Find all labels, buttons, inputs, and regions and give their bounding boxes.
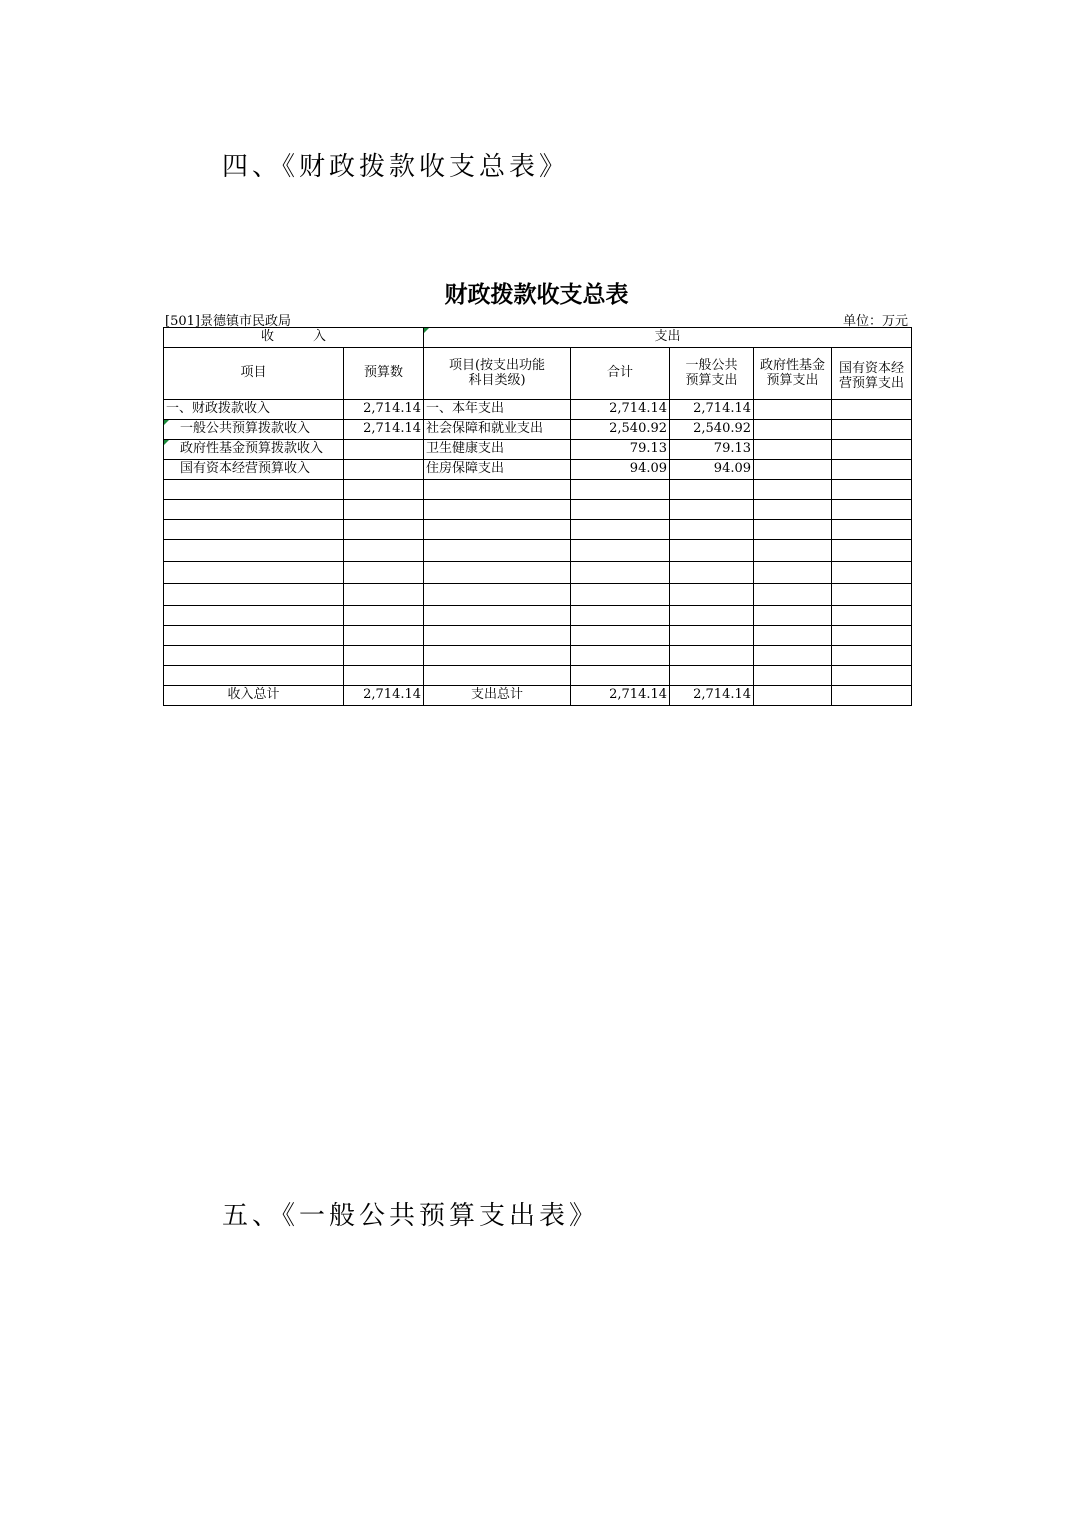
header-expense-item: 项目(按支出功能科目类级) [424, 348, 571, 400]
header-row-columns [164, 348, 912, 400]
header-general-budget: 一般公共预算支出 [670, 348, 754, 400]
empty-row [164, 520, 912, 540]
expense-item: 卫生健康支出 [424, 440, 571, 460]
expense-general: 2,714.14 [670, 400, 754, 420]
income-item: 一、财政拨款收入 [164, 400, 344, 420]
income-budget [344, 460, 424, 480]
header-row-group [164, 328, 912, 348]
empty-row [164, 562, 912, 584]
expense-gov-fund [754, 440, 832, 460]
unit-label: 单位：万元 [842, 314, 908, 329]
expense-item: 一、本年支出 [424, 400, 571, 420]
header-total: 合计 [571, 348, 670, 400]
table-row [164, 440, 912, 460]
expense-total-state-capital [832, 686, 912, 706]
expense-state-capital [832, 460, 912, 480]
expense-item: 住房保障支出 [424, 460, 571, 480]
income-total-label: 收入总计 [164, 686, 344, 706]
expense-total-label: 支出总计 [424, 686, 571, 706]
expense-general: 79.13 [670, 440, 754, 460]
expense-total-sum: 2,714.14 [571, 686, 670, 706]
header-budget: 预算数 [344, 348, 424, 400]
table-row [164, 460, 912, 480]
empty-row [164, 540, 912, 562]
header-expense: 支出 [424, 328, 912, 348]
expense-general: 2,540.92 [670, 420, 754, 440]
income-item: 国有资本经营预算收入 [164, 460, 344, 480]
expense-total: 2,540.92 [571, 420, 670, 440]
income-budget: 2,714.14 [344, 420, 424, 440]
header-income: 收 入 [164, 328, 424, 348]
expense-gov-fund [754, 460, 832, 480]
table-title: 财政拨款收支总表 [444, 281, 629, 308]
organization-label: [501]景德镇市民政局 [165, 314, 291, 329]
empty-row [164, 584, 912, 606]
empty-row [164, 646, 912, 666]
expense-general: 94.09 [670, 460, 754, 480]
income-budget [344, 440, 424, 460]
expense-total: 2,714.14 [571, 400, 670, 420]
expense-state-capital [832, 400, 912, 420]
income-total-budget: 2,714.14 [344, 686, 424, 706]
header-gov-fund: 政府性基金预算支出 [754, 348, 832, 400]
header-state-capital: 国有资本经营预算支出 [832, 348, 912, 400]
header-item: 项目 [164, 348, 344, 400]
expense-total-gov-fund [754, 686, 832, 706]
section-heading-4: 四、《财政拨款收支总表》 [222, 152, 570, 182]
empty-row [164, 500, 912, 520]
expense-gov-fund [754, 400, 832, 420]
expense-gov-fund [754, 420, 832, 440]
expense-state-capital [832, 440, 912, 460]
empty-row [164, 666, 912, 686]
empty-row [164, 626, 912, 646]
expense-total-general: 2,714.14 [670, 686, 754, 706]
expense-state-capital [832, 420, 912, 440]
expense-total: 79.13 [571, 440, 670, 460]
table-row [164, 420, 912, 440]
expense-total: 94.09 [571, 460, 670, 480]
table-row [164, 400, 912, 420]
empty-row [164, 480, 912, 500]
empty-row [164, 606, 912, 626]
income-budget: 2,714.14 [344, 400, 424, 420]
expense-item: 社会保障和就业支出 [424, 420, 571, 440]
income-item: 政府性基金预算拨款收入 [164, 440, 344, 460]
fiscal-summary-table [163, 327, 912, 706]
totals-row [164, 686, 912, 706]
income-item: 一般公共预算拨款收入 [164, 420, 344, 440]
section-heading-5: 五、《一般公共预算支出表》 [222, 1201, 600, 1231]
